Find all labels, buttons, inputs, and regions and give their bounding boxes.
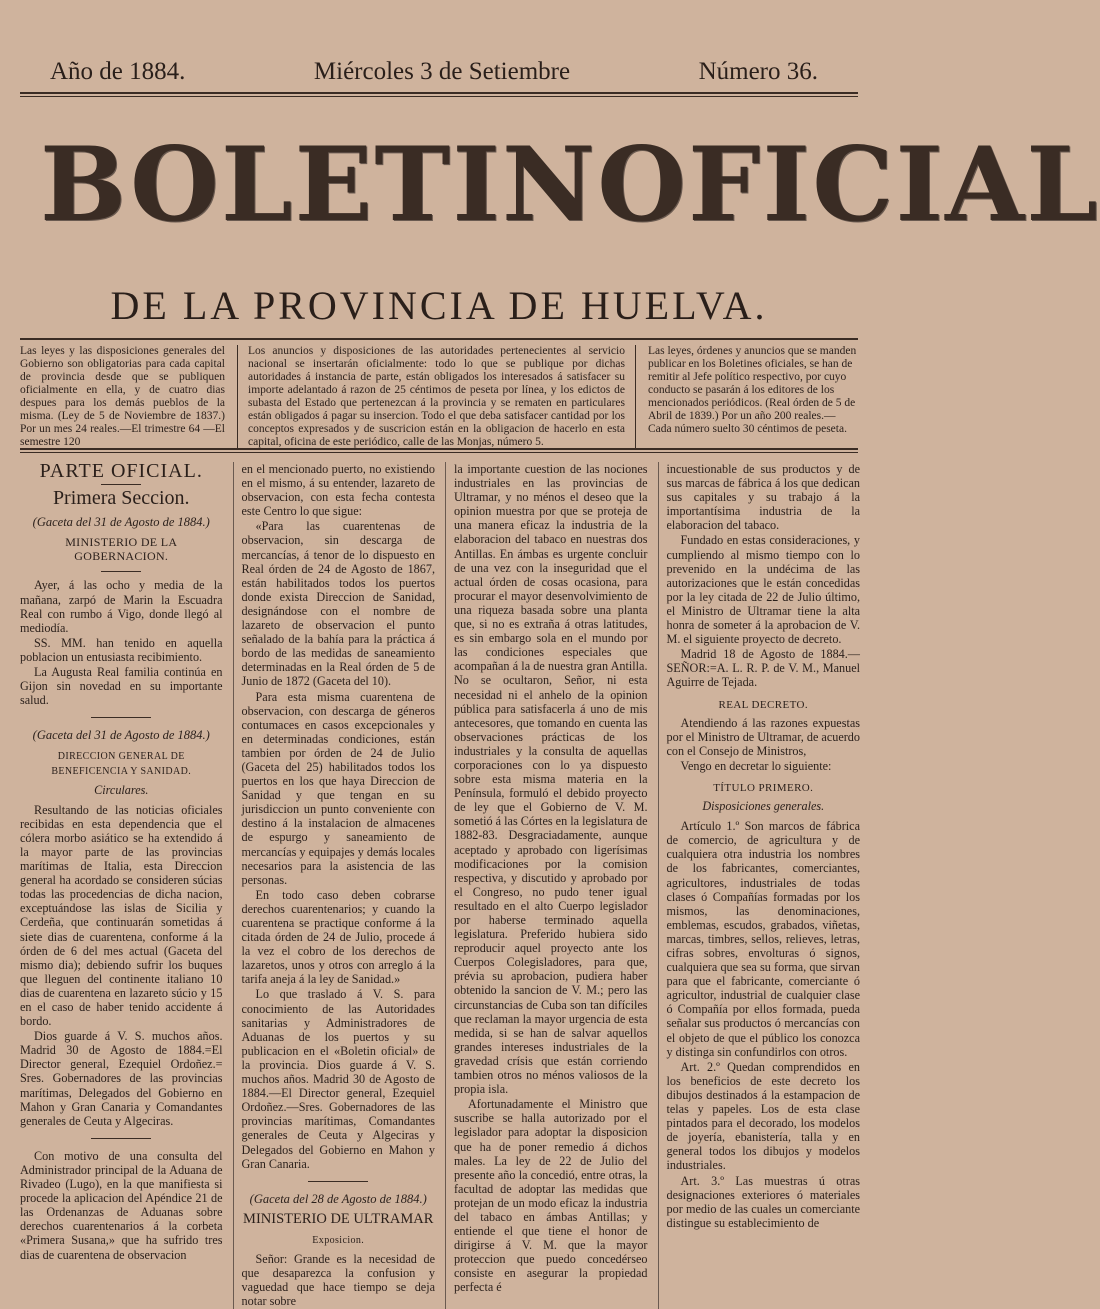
article-columns <box>20 460 860 1309</box>
header-rule-thin <box>20 96 858 97</box>
title-heading: TÍTULO PRIMERO. <box>713 781 814 794</box>
paragraph: Vengo en decretar lo siguiente: <box>680 758 832 773</box>
subheading: Exposicion. <box>312 1234 365 1246</box>
paragraph: Para esta misma cuarentena de observacion, con descarga de géneros contumaces en casos excepcionales y en determinadas condiciones, están tambien por órden de 24 de Julio (Gaceta del 25) habilitados todos los puertos en los que haya Direccion de Sanidad y que tengan en su jurisdiccion un punto conveniente con destino á la instalacion de almacenes de espurgo y saneamiento de mercancías y equipajes y demás locales necesarios para la asistencia de las personas. <box>241 689 435 887</box>
paragraph: Art. 3.º Las muestras ú otras designaciones exteriores ó materiales por medio de las cuales un comerciante distingue su establecimiento de <box>666 1173 860 1230</box>
notice-right: Las leyes, órdenes y anuncios que se manden publicar en los Boletines oficiales, se han de remitir al Jefe político respectivo, por cuyo conducto se pasarán á los editores de los mencionados periódicos. (Real órden de 5 de Abril de 1839.) Por un año 200 reales.—Cada número suelto 30 céntimos de peseta. <box>648 345 857 435</box>
issue-header <box>50 58 818 88</box>
paragraph: Resultando de las noticias oficiales recibidas en esta dependencia que el cólera morbo asiático se ha extendido á la mayor parte de las provincias marítimas de Italia, esta Direccion general ha acordado se consideren súcias todas las procedencias de dicha nacion, exceptuándose las islas de Sicilia y Cerdeña, que continuarán sometidas á siete dias de cuarentena, conforme á la órden de 6 del mes actual (Gaceta del mismo dia); debiendo sufrir los buques que lleguen del continente italiano 10 dias de cuarentena en lazareto súcio y 15 en el caso de haber tenido accidente á bordo. <box>20 802 223 1029</box>
divider <box>91 717 151 718</box>
masthead <box>40 120 1100 250</box>
gazette-reference: (Gaceta del 31 de Agosto de 1884.) <box>32 515 210 530</box>
subheading: Disposiciones generales. <box>702 799 825 814</box>
notice-left: Las leyes y las disposiciones generales del Gobierno son obligatorias para cada capital de provincia desde que se publiquen oficialmente en ella, y de cuatro dias despues para los demás pueblos de la misma. (Ley de 5 de Noviembre de 1837.) Por un mes 24 reales.—El trimestre 64 —El semestre 120 <box>20 345 225 448</box>
issue-date: Miércoles 3 de Setiembre <box>313 58 571 85</box>
ministry-heading: MINISTERIO DE LA GOBERNACION. <box>65 535 178 564</box>
notices-rule-thin <box>20 452 858 453</box>
notices-rule <box>20 448 858 450</box>
paragraph: Lo que traslado á V. S. para conocimiento de las Autoridades sanitarias y Administradores de Aduanas de los puertos y su publicacion en el «Boletin oficial» de la provincia. Dios guarde á V. S. muchos años. Madrid 30 de Agosto de 1884.—El Director general, Ezequiel Ordoñez.—Sres. Gobernadores de las provincias marítimas, Comandantes generales de Ceuta y Algeciras y Delegados del Gobierno en Mahon y Gran Canaria. <box>241 987 435 1171</box>
paragraph: en el mencionado puerto, no existiendo en el mismo, á su entender, lazareto de observacion, con esta fecha contesta este Centro lo que sigue: <box>241 462 435 519</box>
gazette-reference: (Gaceta del 31 de Agosto de 1884.) <box>32 728 210 743</box>
paragraph: «Para las cuarentenas de observacion, sin descarga de mercancías, á tenor de lo dispuesto en Real órden de 24 de Agosto de 1867, están habilitados todos los puertos donde exista Direccion de Sanidad, designándose con el nombre de lazareto de observacion el punto señalado de la bahía para la práctica á bordo de las medidas de saneamiento determinadas en la Real órden de 5 de Junio de 1872 (Gaceta del 10). <box>241 519 435 689</box>
masthead-word-left: BOLETIN <box>40 125 598 245</box>
paragraph: Art. 2.º Quedan comprendidos en los beneficios de este decreto los dibujos destinados á la estampacion de telas y papeles. Los de esta clase pintados para el decorado, los modelos de joyería, ebanistería, talla y en general todos los dibujos y modelos industriales. <box>666 1059 860 1173</box>
paragraph: Madrid 18 de Agosto de 1884.— SEÑOR:=A. L. R. P. de V. M., Manuel Aguirre de Tejada. <box>666 647 860 690</box>
masthead-subtitle: DE LA PROVINCIA DE HUELVA. <box>110 283 768 328</box>
section-title: PARTE OFICIAL. <box>39 460 203 482</box>
subtitle-rule <box>20 338 858 340</box>
paragraph: Con motivo de una consulta del Administrador principal de la Aduana de Rivadeo (Lugo), en la que manifiesta si procede la aplicacion del Apéndice 21 de las Ordenanzas de Aduanas sobre derechos cuarentenarios á la corbeta «Primera Susana,» que ha sufrido tres dias de cuarentena de observacion <box>20 1148 223 1262</box>
column-1 <box>20 462 223 1309</box>
column-4 <box>658 462 861 1309</box>
column-3 <box>445 462 648 1309</box>
paragraph: Afortunadamente el Ministro que suscribe se halla autorizado por el legislador para adoptar la disposicion que ha de poner remedio á dichos males. La ley de 22 de Julio del presente año la concedió, entre otras, la facultad de adoptar las medidas que protejan de un modo eficaz la industria del tabaco en ámbas Antillas; y entiende el que tiene el honor de dirigirse á V. M. que la mayor proteccion que puedo concedérseo consiste en asegurar la propiedad perfecta é <box>454 1097 648 1295</box>
paragraph: Artículo 1.º Son marcos de fábrica de comercio, de agricultura y de cualquiera otra industria los nombres de los fabricantes, comerciantes, agricultores, industriales de todas clases ó Compañías formadas por los mismos, las denominaciones, emblemas, escudos, grabados, viñetas, marcas, timbres, sellos, relieves, letras, cifras sobres, envolturas ó signos, cualquiera que sea su forma, que sirvan para que el fabricante, comerciante ó agricultor, industrial de cualquier clase ó Compañía por ellos formada, pueda señalar sus productos ó mercancías con el objeto de que el público los conozca y distinga sin confundirlos con otros. <box>666 819 860 1059</box>
header-rule <box>20 92 858 94</box>
paragraph: En todo caso deben cobrarse derechos cuarentenarios; y cuando la cuarentena se practique conforme á la citada órden de 24 de Julio, procede á la vez el cobro de los derechos de lazaretos, unos y otros con arreglo á la tarifa aneja á la ley de Sanidad.» <box>241 887 435 987</box>
notice-middle: Los anuncios y disposiciones de las autoridades pertenecientes al servicio nacional se insertarán oficialmente: todo lo que se publique por dichas autoridades á instancia de parte, están obligados los interesados á satisfacer su importe adelantado á razon de 25 céntimos de peseta por línea, y los edictos de subasta del Estado que pertenezcan á la provincia y se rematen en particulares están obligados á pagar su insercion. Todo el que deba satisfacer cantidad por los conceptos expresados y de suscricion están en la obligacion de hacerlo en esta capital, oficina de este periódico, calle de las Monjas, número 5. <box>237 345 636 449</box>
gazette-reference: (Gaceta del 28 de Agosto de 1884.) <box>249 1191 427 1206</box>
directorate-heading: DIRECCION GENERAL DE BENEFICENCIA Y SANIDAD. <box>51 751 192 777</box>
paragraph: Señor: Grande es la necesidad de que desaparezca la confusion y vaguedad que hace tiempo se deja notar sobre <box>241 1251 435 1309</box>
paragraph: Dios guarde á V. S. muchos años. Madrid 30 de Agosto de 1884.=El Director general, Ezequiel Ordoñez.= Sres. Gobernadores de las provincias marítimas, Delegados del Gobierno en Mahon y Gran Canaria y Comandantes generales de Ceuta y Algeciras. <box>20 1029 223 1128</box>
issue-number: Número 36. <box>698 58 818 85</box>
divider <box>308 1181 368 1182</box>
column-2 <box>233 462 436 1309</box>
paragraph: Ayer, á las ocho y media de la mañana, zarpó de Marin la Escuadra Real con rumbo á Vigo, donde llegó al mediodía. <box>20 578 223 635</box>
paragraph: Fundado en estas consideraciones, y cumpliendo al mismo tiempo con lo prevenido en la undécima de las autorizaciones que le están concedidas por la ley citada de 22 de Julio último, el Ministro de Ultramar tiene la alta honra de someter á la aprobacion de V. M. el siguiente proyecto de decreto. <box>666 533 860 647</box>
subscription-notices <box>20 345 858 448</box>
issue-year: Año de 1884. <box>50 58 186 85</box>
paragraph: incuestionable de sus productos y de sus marcas de fábrica á los que dedican sus capitales y su trabajo á la importantísima industria de la elaboracion del tabaco. <box>666 462 860 533</box>
decree-heading: REAL DECRETO. <box>718 698 809 711</box>
paragraph: la importante cuestion de las nociones industriales en las provincias de Ultramar, y no ménos el deseo que la opinion muestra por que se proteja de una manera eficaz la industria de la elaboracion del tabaco en nuestras dos Antillas. En ámbas es urgente concluir de una vez con la inseguridad que el actual órden de cosas ocasiona, para procurar el mayor desenvolvimiento de una riqueza basada sobre una planta que, si no es extraña á otras latitudes, es sin embargo sola en el mundo por las condiciones especiales que acompañan á la de nuestra gran Antilla. No se ocultaron, Señor, ni esta necesidad ni el anhelo de la opinion pública para satisfacerla á uno de mis antecesores, que tomando en cuenta las observaciones prácticas de los industriales y la consulta de aquellas corporaciones con lo ya dispuesto sobre esta misma materia en la Península, formuló el debido proyecto de ley que el Gobierno de V. M. sometió á las Córtes en la legislatura de 1882-83. Desgraciadamente, aunque aceptado y aprobado con ligerísimas modificaciones por la comision respectiva, y discutido y aprobado por el Congreso, no pudo tener igual resultado en el alto Cuerpo legislador por haberse terminado aquella legislatura. Preferido hubiera sido reproducir aquel proyecto ante los Cuerpos Colegisladores, para que, prévia su aprobacion, pudiera haber obtenido la sancion de V. M.; pero las circunstancias de Cuba son tan difíciles que reclaman la mayor urgencia de esta medida, si se han de salvar aquellos grandes intereses industriales de la gravedad crísis que están corriendo tambien otros no ménos valiosos de la propia isla. <box>454 462 648 1097</box>
paragraph: SS. MM. han tenido en aquella poblacion un entusiasta recibimiento. <box>20 635 223 664</box>
divider <box>101 571 141 572</box>
ministry-heading: MINISTERIO DE ULTRAMAR <box>243 1210 434 1227</box>
divider <box>101 484 141 485</box>
divider <box>91 1138 151 1139</box>
masthead-word-right: OFICIAL <box>597 125 1100 245</box>
paragraph: La Augusta Real familia continúa en Gijon sin novedad en su importante salud. <box>20 665 223 708</box>
section-subtitle: Primera Seccion. <box>52 487 190 510</box>
subheading: Circulares. <box>94 782 149 797</box>
paragraph: Atendiendo á las razones expuestas por el Ministro de Ultramar, de acuerdo con el Consejo de Ministros, <box>666 715 860 758</box>
